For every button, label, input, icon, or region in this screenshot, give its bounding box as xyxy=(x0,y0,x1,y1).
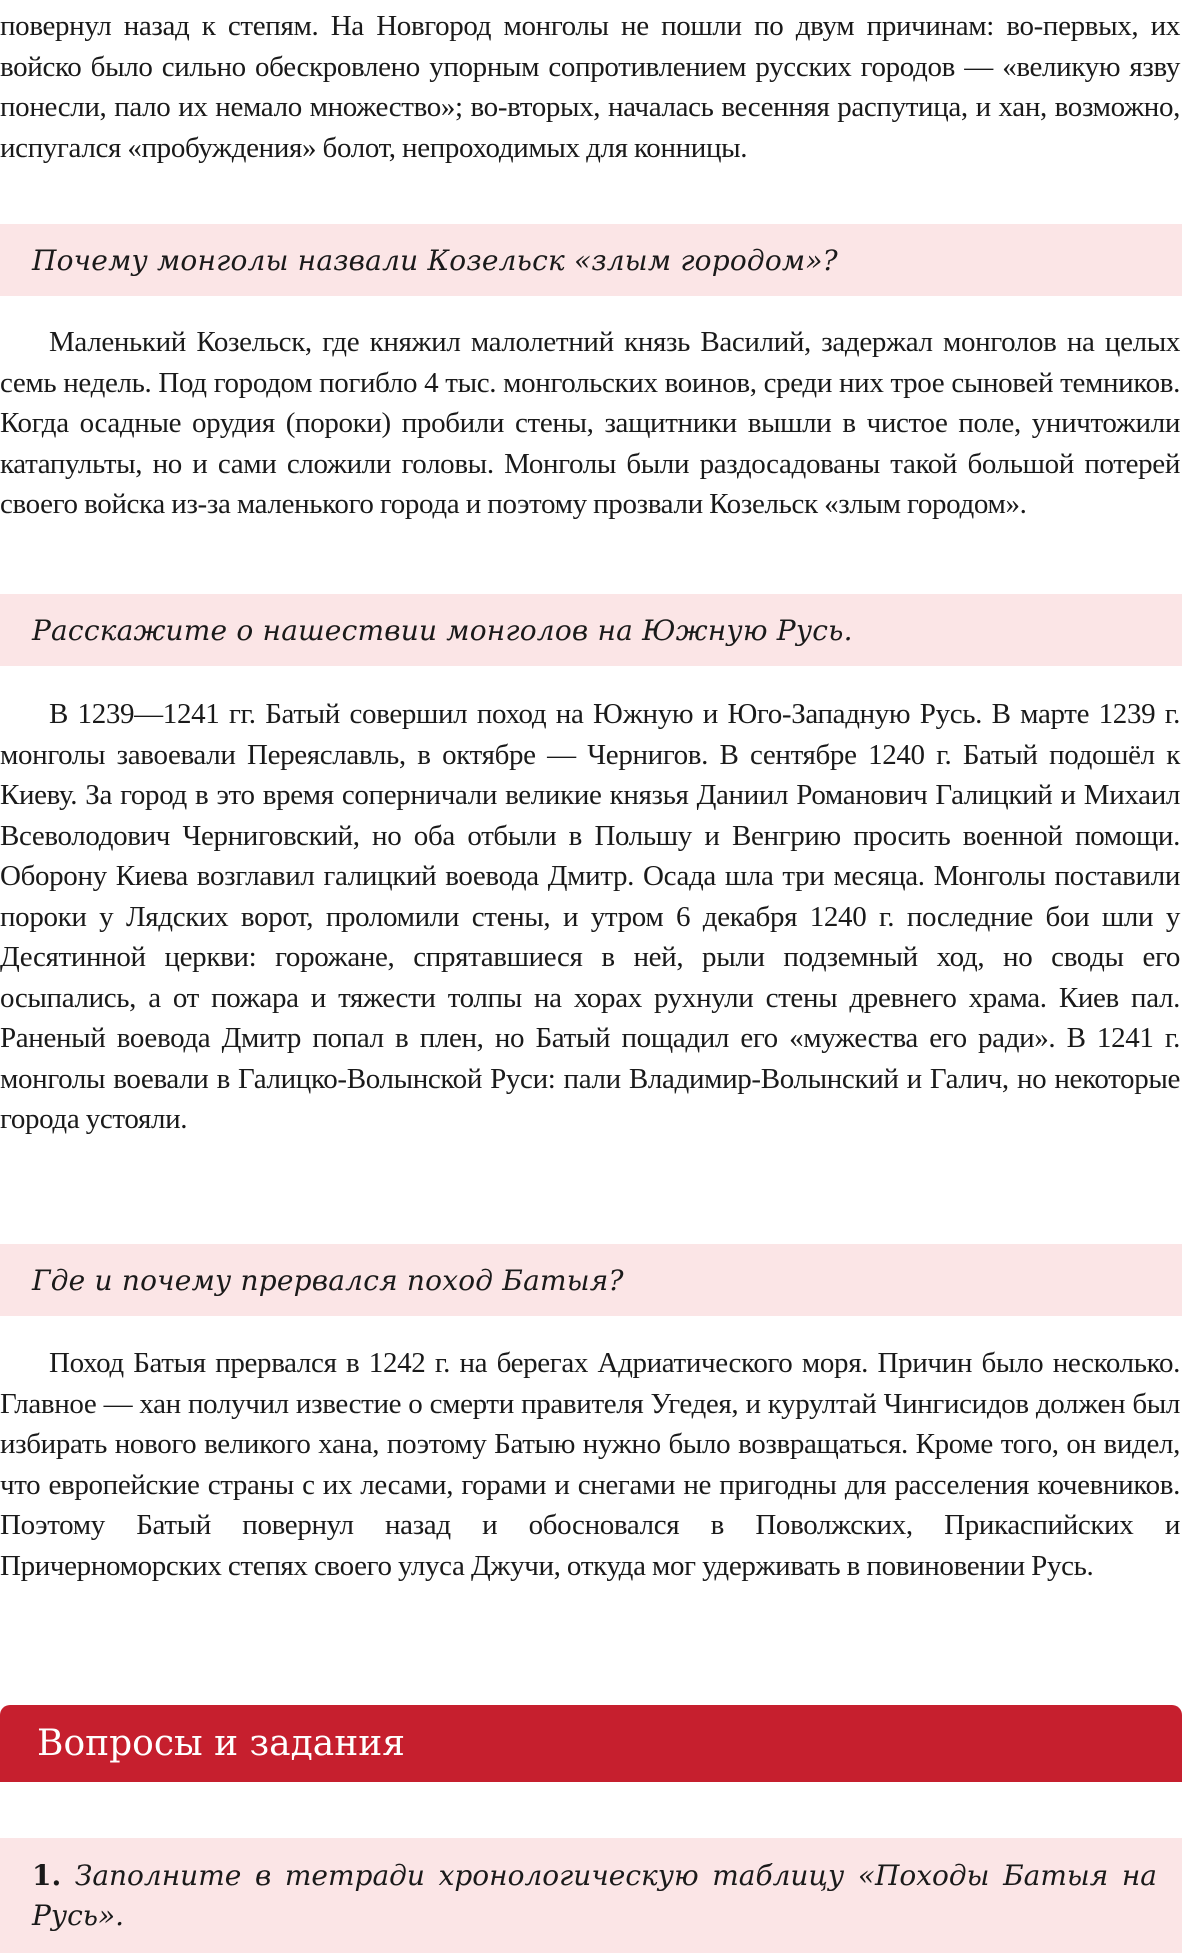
section-header xyxy=(0,1705,1182,1782)
question-bar-2 xyxy=(0,594,1182,666)
answer-paragraph-1: Маленький Козельск, где княжил малолетний князь Василий, задержал монголов на целых семь недель. Под городом погибло 4 тыс. монгольских воинов, среди них трое сыновей темников. Когда осадные орудия (пороки) пробили стены, защитники вышли в чистое поле, уничтожили катапульты, но и сами сложили головы. Монголы были раздосадованы такой большой потерей своего войска из-за маленького города и поэтому прозвали Козельск «злым городом». xyxy=(0,326,1180,520)
task-text: Заполните в тетради хронологическую таблицу «Походы Батыя на Русь». xyxy=(32,1859,1158,1932)
answer-block-1 xyxy=(0,322,1182,525)
question-text-2: Расскажите о нашествии монголов на Южную Русь. xyxy=(32,613,853,647)
question-text-1: Почему монголы назвали Козельск «злым городом»? xyxy=(32,243,838,277)
intro-paragraph: повернул назад к степям. На Новгород монголы не пошли по двум причинам: во-первых, их войско было сильно обескровлено упорным сопротивлением русских городов — «великую язву понесли, пало их немало множество»; во-вторых, началась весенняя распутица, и хан, возможно, испугался «пробуждения» болот, непроходимых для конницы. xyxy=(0,10,1180,164)
answer-block-3 xyxy=(0,1343,1182,1586)
answer-paragraph-2: В 1239—1241 гг. Батый совершил поход на Южную и Юго-Западную Русь. В марте 1239 г. монголы завоевали Переяславль, в октябре — Чернигов. В сентябре 1240 г. Батый подошёл к Киеву. За город в это время соперничали великие князья Даниил Романович Галицкий и Михаил Всеволодович Черниговский, но оба отбыли в Польшу и Венгрию просить военной помощи. Оборону Киева возглавил галицкий воевода Дмитр. Осада шла три месяца. Монголы поставили пороки у Лядских ворот, проломили стены, и утром 6 декабря 1240 г. последние бои шли у Десятинной церкви: горожане, спрятавшиеся в ней, рыли подземный ход, но своды его осыпались, а от пожара и тяжести толпы на хорах рухнули стены древнего храма. Киев пал. Раненый воевода Дмитр попал в плен, но Батый пощадил его «мужества его ради». В 1241 г. монголы воевали в Галицко-Волынской Руси: пали Владимир-Волынский и Галич, но некоторые города устояли. xyxy=(0,698,1180,1135)
question-bar-1 xyxy=(0,224,1182,296)
answer-paragraph-3: Поход Батыя прервался в 1242 г. на берегах Адриатического моря. Причин было несколько. Главное — хан получил известие о смерти правителя Угедея, и курултай Чингисидов должен был избирать нового великого хана, поэтому Батыю нужно было возвращаться. Кроме того, он видел, что европейские страны с их лесами, горами и снегами не пригодны для расселения кочевников. Поэтому Батый повернул назад и обосновался в Поволжских, Прикаспийских и Причерноморских степях своего улуса Джучи, откуда мог удерживать в повиновении Русь. xyxy=(0,1347,1180,1582)
question-bar-3 xyxy=(0,1244,1182,1316)
answer-block-2 xyxy=(0,694,1182,1140)
task-number: 1. xyxy=(32,1859,62,1892)
task-paragraph xyxy=(0,1838,1182,1936)
task-item-1 xyxy=(0,1838,1182,1953)
question-text-3: Где и почему прервался поход Батыя? xyxy=(32,1263,624,1297)
intro-paragraph-block xyxy=(0,6,1182,168)
section-title: Вопросы и задания xyxy=(37,1723,405,1764)
